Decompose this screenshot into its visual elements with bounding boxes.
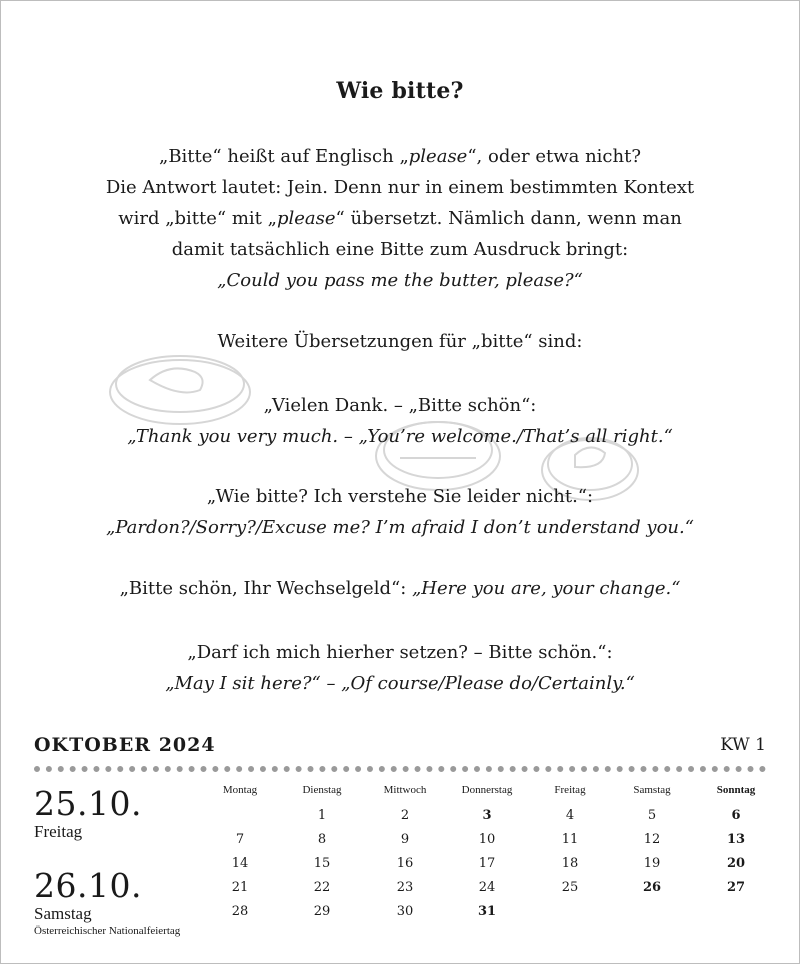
- calendar-day: 10: [478, 832, 496, 847]
- calendar-header: [34, 734, 766, 762]
- calendar-day: 21: [231, 880, 249, 895]
- weekday-freitag: Freitag: [554, 784, 586, 796]
- calendar-day: 12: [643, 832, 661, 847]
- calendar-day: 31: [477, 904, 497, 919]
- example-3: [0, 573, 800, 604]
- calendar-day: 27: [726, 880, 746, 895]
- example-2-german: „Wie bitte? Ich verstehe Sie leider nicht.“:: [206, 486, 594, 507]
- example-1-english: „Thank you very much. – „You’re welcome./That’s all right.“: [127, 426, 673, 447]
- intro-line-3: wird „bitte“ mit „please“ übersetzt. Nämlich dann, wenn man: [118, 208, 682, 229]
- example-1-german: „Vielen Dank. – „Bitte schön“:: [263, 395, 537, 416]
- weekday-donnerstag: Donnerstag: [461, 784, 513, 796]
- calendar-day: 2: [400, 808, 410, 823]
- calendar-day: 7: [235, 832, 245, 847]
- day-date: 26.10.: [34, 866, 142, 905]
- example-3-line: „Bitte schön, Ihr Wechselgeld“: „Here you are, your change.“: [119, 578, 681, 599]
- example-4-german: „Darf ich mich hierher setzen? – Bitte schön.“:: [187, 642, 613, 663]
- weekday-sonntag: Sonntag: [716, 784, 756, 796]
- calendar-day: 25: [561, 880, 579, 895]
- day-friday: [34, 786, 142, 842]
- month-title: OKTOBER 2024: [34, 734, 216, 756]
- weekday-dienstag: Dienstag: [302, 784, 342, 796]
- weekday-montag: Montag: [222, 784, 258, 796]
- calendar-day: 14: [231, 856, 249, 871]
- example-4-english: „May I sit here?“ – „Of course/Please do/Certainly.“: [165, 673, 635, 694]
- calendar-day: 23: [396, 880, 414, 895]
- weekday-mittwoch: Mittwoch: [383, 784, 427, 796]
- calendar-day: 15: [313, 856, 331, 871]
- example-4: [0, 637, 800, 699]
- calendar-day: 11: [561, 832, 579, 847]
- calendar-day: 4: [565, 808, 575, 823]
- calendar-day: 5: [647, 808, 657, 823]
- day-date: 25.10.: [34, 784, 142, 823]
- calendar-day: 9: [400, 832, 410, 847]
- day-name: Samstag: [34, 904, 92, 923]
- example-1: [0, 390, 800, 452]
- calendar-day: 22: [313, 880, 331, 895]
- example-2-english: „Pardon?/Sorry?/Excuse me? I’m afraid I don’t understand you.“: [106, 517, 694, 538]
- dotted-divider: [34, 766, 766, 772]
- calendar-day: 13: [726, 832, 746, 847]
- calendar-day: 3: [482, 808, 492, 823]
- calendar-day: 19: [643, 856, 661, 871]
- calendar-day: 6: [731, 808, 741, 823]
- example-2: [0, 481, 800, 543]
- calendar-day: 8: [317, 832, 327, 847]
- calendar-day: 28: [231, 904, 249, 919]
- calendar-day: 17: [478, 856, 496, 871]
- week-label: KW 1: [720, 735, 766, 755]
- calendar-day: 1: [317, 808, 327, 823]
- intro-line-4: damit tatsächlich eine Bitte zum Ausdruck bringt:: [171, 239, 629, 260]
- calendar-day: 24: [478, 880, 496, 895]
- intro-paragraph: [0, 141, 800, 296]
- calendar-day: 29: [313, 904, 331, 919]
- weekday-samstag: Samstag: [633, 784, 671, 796]
- calendar-day: 18: [561, 856, 579, 871]
- more-translations: Weitere Übersetzungen für „bitte“ sind:: [217, 331, 583, 352]
- intro-line-1: „Bitte“ heißt auf Englisch „please“, oder etwa nicht?: [159, 146, 641, 167]
- calendar-day: 26: [642, 880, 662, 895]
- intro-line-2: Die Antwort lautet: Jein. Denn nur in einem bestimmten Kontext: [105, 177, 695, 198]
- intro-line-5: „Could you pass me the butter, please?“: [217, 270, 583, 291]
- holiday-note: Österreichischer Nationalfeiertag: [34, 925, 181, 937]
- calendar-day: 16: [396, 856, 414, 871]
- calendar-day: 20: [726, 856, 746, 871]
- article-title: Wie bitte?: [336, 78, 464, 104]
- calendar-day: 30: [396, 904, 414, 919]
- day-saturday: [34, 868, 180, 938]
- day-name: Freitag: [34, 822, 83, 841]
